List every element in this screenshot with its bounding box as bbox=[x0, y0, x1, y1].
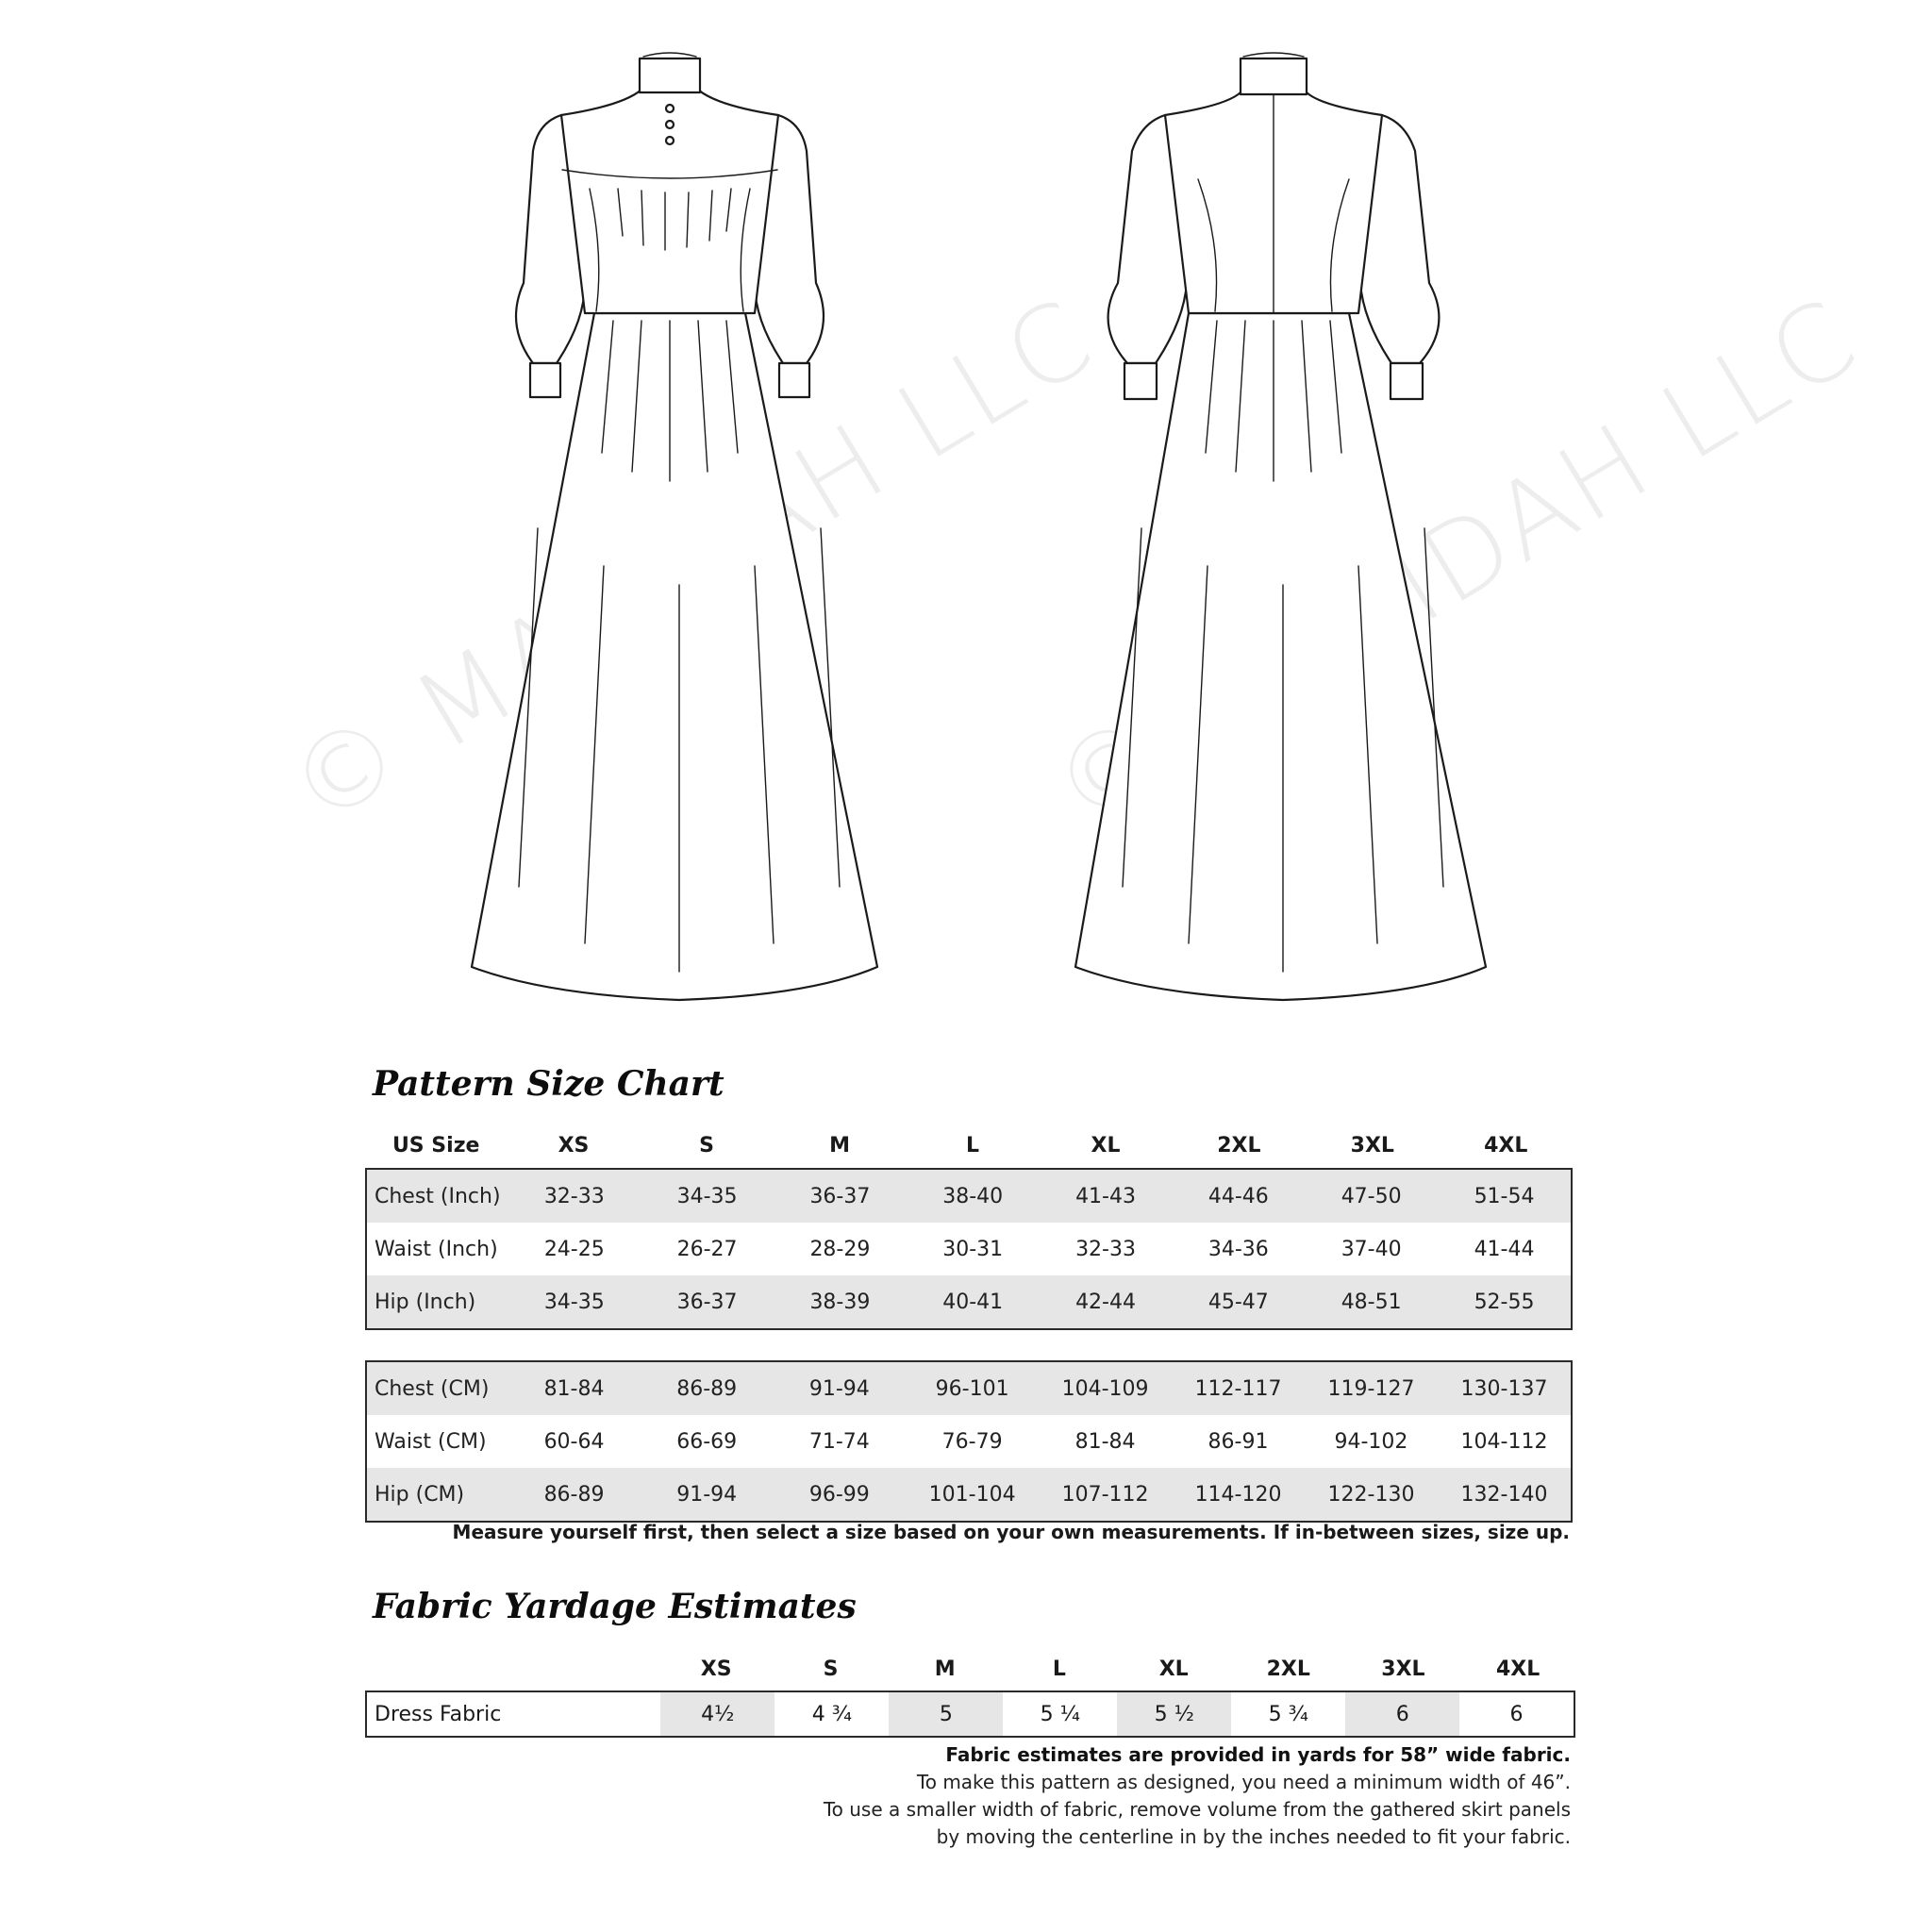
table-cell: 42-44 bbox=[1040, 1275, 1173, 1329]
table-cell: 34-36 bbox=[1208, 1237, 1269, 1261]
table-cell: 60-64 bbox=[543, 1429, 605, 1454]
header-cell: US Size bbox=[391, 1133, 480, 1158]
table-row bbox=[366, 1468, 1572, 1522]
yardage-table bbox=[365, 1690, 1575, 1738]
table-cell: 37-40 bbox=[1341, 1237, 1402, 1261]
table-cell: 40-41 bbox=[907, 1275, 1040, 1329]
row-label: Hip (CM) bbox=[366, 1468, 508, 1522]
dress-back-illustration bbox=[1000, 38, 1566, 1019]
table-cell: 119-127 bbox=[1305, 1361, 1438, 1415]
table-cell: 4 ¾ bbox=[811, 1702, 853, 1726]
table-cell: 48-51 bbox=[1305, 1275, 1438, 1329]
header-cell: XS bbox=[700, 1657, 732, 1681]
row-label: Chest (Inch) bbox=[366, 1169, 508, 1223]
table-cell: 51-54 bbox=[1438, 1169, 1572, 1223]
header-cell: M bbox=[934, 1657, 956, 1681]
table-cell: 101-104 bbox=[906, 1468, 1039, 1522]
header-cell: 2XL bbox=[1266, 1657, 1310, 1681]
table-cell: 104-112 bbox=[1460, 1429, 1548, 1454]
row-label: Dress Fabric bbox=[375, 1702, 502, 1726]
table-cell: 41-44 bbox=[1474, 1237, 1535, 1261]
yardage-title: Fabric Yardage Estimates bbox=[373, 1587, 857, 1626]
header-cell: 3XL bbox=[1381, 1657, 1425, 1681]
table-cell: 114-120 bbox=[1172, 1468, 1305, 1522]
header-cell: 3XL bbox=[1350, 1133, 1394, 1158]
table-cell: 91-94 bbox=[641, 1468, 774, 1522]
size-chart-inch-table bbox=[365, 1168, 1573, 1330]
header-cell: L bbox=[965, 1133, 980, 1158]
header-cell: S bbox=[699, 1133, 714, 1158]
row-label: Waist (CM) bbox=[375, 1429, 487, 1454]
table-cell: 130-137 bbox=[1438, 1361, 1572, 1415]
table-cell: 6 bbox=[1345, 1691, 1459, 1737]
row-label: Chest (CM) bbox=[366, 1361, 508, 1415]
table-row bbox=[366, 1223, 1572, 1275]
dress-front-illustration bbox=[396, 38, 962, 1019]
table-row bbox=[366, 1275, 1572, 1329]
yardage-note: Fabric estimates are provided in yards for 58” wide fabric. bbox=[945, 1743, 1571, 1766]
table-cell: 24-25 bbox=[543, 1237, 605, 1261]
size-chart-title: Pattern Size Chart bbox=[373, 1064, 724, 1104]
table-cell: 96-99 bbox=[774, 1468, 907, 1522]
table-cell: 52-55 bbox=[1438, 1275, 1572, 1329]
table-cell: 26-27 bbox=[676, 1237, 738, 1261]
table-cell: 5 ¼ bbox=[1040, 1702, 1080, 1726]
table-cell: 32-33 bbox=[1075, 1237, 1136, 1261]
table-cell: 38-40 bbox=[907, 1169, 1040, 1223]
table-cell: 86-89 bbox=[641, 1361, 774, 1415]
yardage-notes bbox=[824, 1741, 1571, 1851]
table-cell: 112-117 bbox=[1172, 1361, 1305, 1415]
table-cell: 94-102 bbox=[1334, 1429, 1408, 1454]
table-cell: 107-112 bbox=[1039, 1468, 1172, 1522]
row-label: Waist (Inch) bbox=[375, 1237, 498, 1261]
header-cell: 2XL bbox=[1217, 1133, 1261, 1158]
table-cell: 30-31 bbox=[942, 1237, 1004, 1261]
header-cell: 4XL bbox=[1495, 1657, 1541, 1681]
header-cell bbox=[365, 1646, 658, 1691]
yardage-note: by moving the centerline in by the inches needed to fit your fabric. bbox=[936, 1825, 1571, 1848]
size-chart-cm-table bbox=[365, 1360, 1573, 1523]
table-row bbox=[366, 1361, 1572, 1415]
yardage-note: To make this pattern as designed, you need a minimum width of 46”. bbox=[916, 1771, 1571, 1793]
yardage-note: To use a smaller width of fabric, remove volume from the gathered skirt panels bbox=[823, 1798, 1571, 1821]
table-cell: 6 bbox=[1509, 1702, 1524, 1726]
table-cell: 36-37 bbox=[641, 1275, 774, 1329]
watermark: © MARIDAH LLC bbox=[1033, 275, 1879, 851]
table-cell: 86-91 bbox=[1208, 1429, 1269, 1454]
table-cell: 41-43 bbox=[1040, 1169, 1173, 1223]
table-cell: 96-101 bbox=[906, 1361, 1039, 1415]
table-cell: 38-39 bbox=[774, 1275, 907, 1329]
table-cell: 45-47 bbox=[1172, 1275, 1305, 1329]
watermark: © LLC bbox=[269, 275, 1115, 851]
table-row bbox=[366, 1691, 1574, 1737]
header-cell: 4XL bbox=[1484, 1133, 1528, 1158]
table-cell: 91-94 bbox=[774, 1361, 907, 1415]
table-cell: 76-79 bbox=[941, 1429, 1003, 1454]
table-cell: 32-33 bbox=[508, 1169, 641, 1223]
table-cell: 36-37 bbox=[774, 1169, 907, 1223]
size-chart-note: Measure yourself first, then select a size based on your own measurements. If in-between sizes, size up. bbox=[452, 1521, 1570, 1543]
header-cell: L bbox=[1052, 1657, 1066, 1681]
header-cell: XL bbox=[1091, 1133, 1121, 1158]
table-cell: 81-84 bbox=[508, 1361, 641, 1415]
table-cell: 132-140 bbox=[1438, 1468, 1572, 1522]
header-cell: XL bbox=[1158, 1657, 1189, 1681]
table-cell: 104-109 bbox=[1039, 1361, 1172, 1415]
table-cell: 5 bbox=[889, 1691, 1003, 1737]
size-chart-header bbox=[365, 1123, 1573, 1168]
header-cell: XS bbox=[558, 1133, 590, 1158]
table-cell: 44-46 bbox=[1172, 1169, 1305, 1223]
table-row bbox=[366, 1169, 1572, 1223]
table-cell: 71-74 bbox=[808, 1429, 870, 1454]
table-cell: 86-89 bbox=[508, 1468, 641, 1522]
table-cell: 34-35 bbox=[641, 1169, 774, 1223]
header-cell: M bbox=[829, 1133, 850, 1158]
table-cell: 34-35 bbox=[508, 1275, 641, 1329]
table-row bbox=[366, 1415, 1572, 1468]
table-cell: 5 ½ bbox=[1117, 1691, 1231, 1737]
table-cell: 5 ¾ bbox=[1268, 1702, 1308, 1726]
table-cell: 4½ bbox=[660, 1691, 774, 1737]
table-cell: 81-84 bbox=[1074, 1429, 1136, 1454]
table-cell: 66-69 bbox=[676, 1429, 738, 1454]
row-label: Hip (Inch) bbox=[366, 1275, 508, 1329]
header-cell: S bbox=[823, 1657, 839, 1681]
table-cell: 122-130 bbox=[1305, 1468, 1438, 1522]
table-cell: 47-50 bbox=[1305, 1169, 1438, 1223]
table-cell: 28-29 bbox=[809, 1237, 871, 1261]
yardage-header bbox=[365, 1646, 1575, 1691]
